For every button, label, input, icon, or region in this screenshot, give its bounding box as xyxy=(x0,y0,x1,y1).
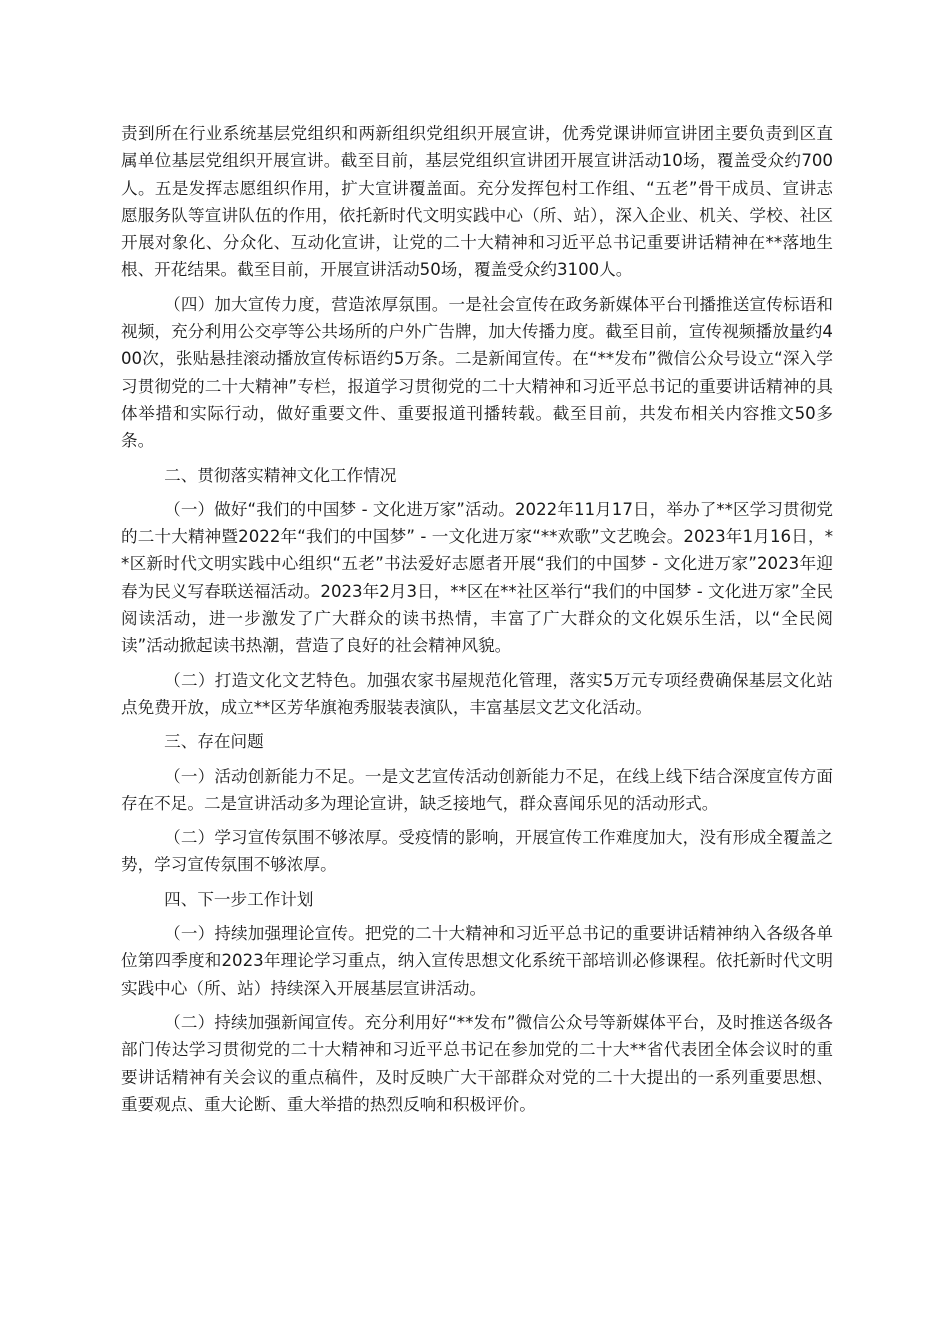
section-heading-plan: 四、下一步工作计划 xyxy=(164,889,314,909)
paragraph-theory: （一）持续加强理论宣传。把党的二十大精神和习近平总书记的重要讲话精神纳入各级各单位第四季度和2023年理论学习重点，纳入宣传思想文化系统干部培训必修课程。依托新时代文明实践中心（所、站）持续深入开展基层宣讲活动。 xyxy=(121,924,833,998)
paragraph-arts: （二）打造文化文艺特色。加强农家书屋规范化管理，落实5万元专项经费确保基层文化站点免费开放，成立**区芳华旗袍秀服装表演队，丰富基层文艺文化活动。 xyxy=(121,670,833,717)
paragraph-innovation: （一）活动创新能力不足。一是文艺宣传活动创新能力不足，在线上线下结合深度宣传方面存在不足。二是宣讲活动多为理论宣讲，缺乏接地气，群众喜闻乐见的活动形式。 xyxy=(121,766,833,813)
paragraph-atmosphere: （二）学习宣传氛围不够浓厚。受疫情的影响，开展宣传工作难度加大，没有形成全覆盖之势，学习宣传氛围不够浓厚。 xyxy=(121,828,833,875)
paragraph-chinese-dream: （一）做好“我们的中国梦 - 文化进万家”活动。2022年11月17日，举办了**区学习贯彻党的二十大精神暨2022年“我们的中国梦” - 一文化进万家“**欢歌”文艺晚会。2023年1月16日，**区新时代文明实践中心组织“五老”书法爱好志愿者开展“我们的中国梦 - 文化进万家”2023年迎春为民义写春联送福活动。2023年2月3日，**区在**社区举行“我们的中国梦 - 文化进万家”全民阅读活动，进一步激发了广大群众的读书热情，丰富了广大群众的文化娱乐生活，以“全民阅读”活动掀起读书热潮，营造了良好的社会精神风貌。 xyxy=(121,499,833,656)
paragraph-continuation: 责到所在行业系统基层党组织和两新组织党组织开展宣讲，优秀党课讲师宣讲团主要负责到区直属单位基层党组织开展宣讲。截至目前，基层党组织宣讲团开展宣讲活动10场，覆盖受众约700人。五是发挥志愿组织作用，扩大宣讲覆盖面。充分发挥包村工作组、“五老”骨干成员、宣讲志愿服务队等宣讲队伍的作用，依托新时代文明实践中心（所、站），深入企业、机关、学校、社区开展对象化、分众化、互动化宣讲，让党的二十大精神和习近平总书记重要讲话精神在**落地生根、开花结果。截至目前，开展宣讲活动50场，覆盖受众约3100人。 xyxy=(121,124,833,280)
document-page xyxy=(121,120,833,1125)
section-heading-problems: 三、存在问题 xyxy=(164,732,264,752)
paragraph-news: （二）持续加强新闻宣传。充分利用好“**发布”微信公众号等新媒体平台，及时推送各级各部门传达学习贯彻党的二十大精神和习近平总书记在参加党的二十大**省代表团全体会议时的重要讲话精神有关会议的重点稿件，及时反映广大干部群众对党的二十大提出的一系列重要思想、重要观点、重大论断、重大举措的热烈反响和积极评价。 xyxy=(121,1012,833,1114)
section-heading-culture: 二、贯彻落实精神文化工作情况 xyxy=(164,465,397,485)
paragraph-publicity: （四）加大宣传力度，营造浓厚氛围。一是社会宣传在政务新媒体平台刊播推送宣传标语和视频，充分利用公交亭等公共场所的户外广告牌，加大传播力度。截至目前，宣传视频播放量约400次，张贴悬挂滚动播放宣传标语约5万条。二是新闻宣传。在“**发布”微信公众号设立“深入学习贯彻党的二十大精神”专栏，报道学习贯彻党的二十大精神和习近平总书记的重要讲话精神的具体举措和实际行动，做好重要文件、重要报道刊播转载。截至目前，共发布相关内容推文50多条。 xyxy=(121,294,833,451)
